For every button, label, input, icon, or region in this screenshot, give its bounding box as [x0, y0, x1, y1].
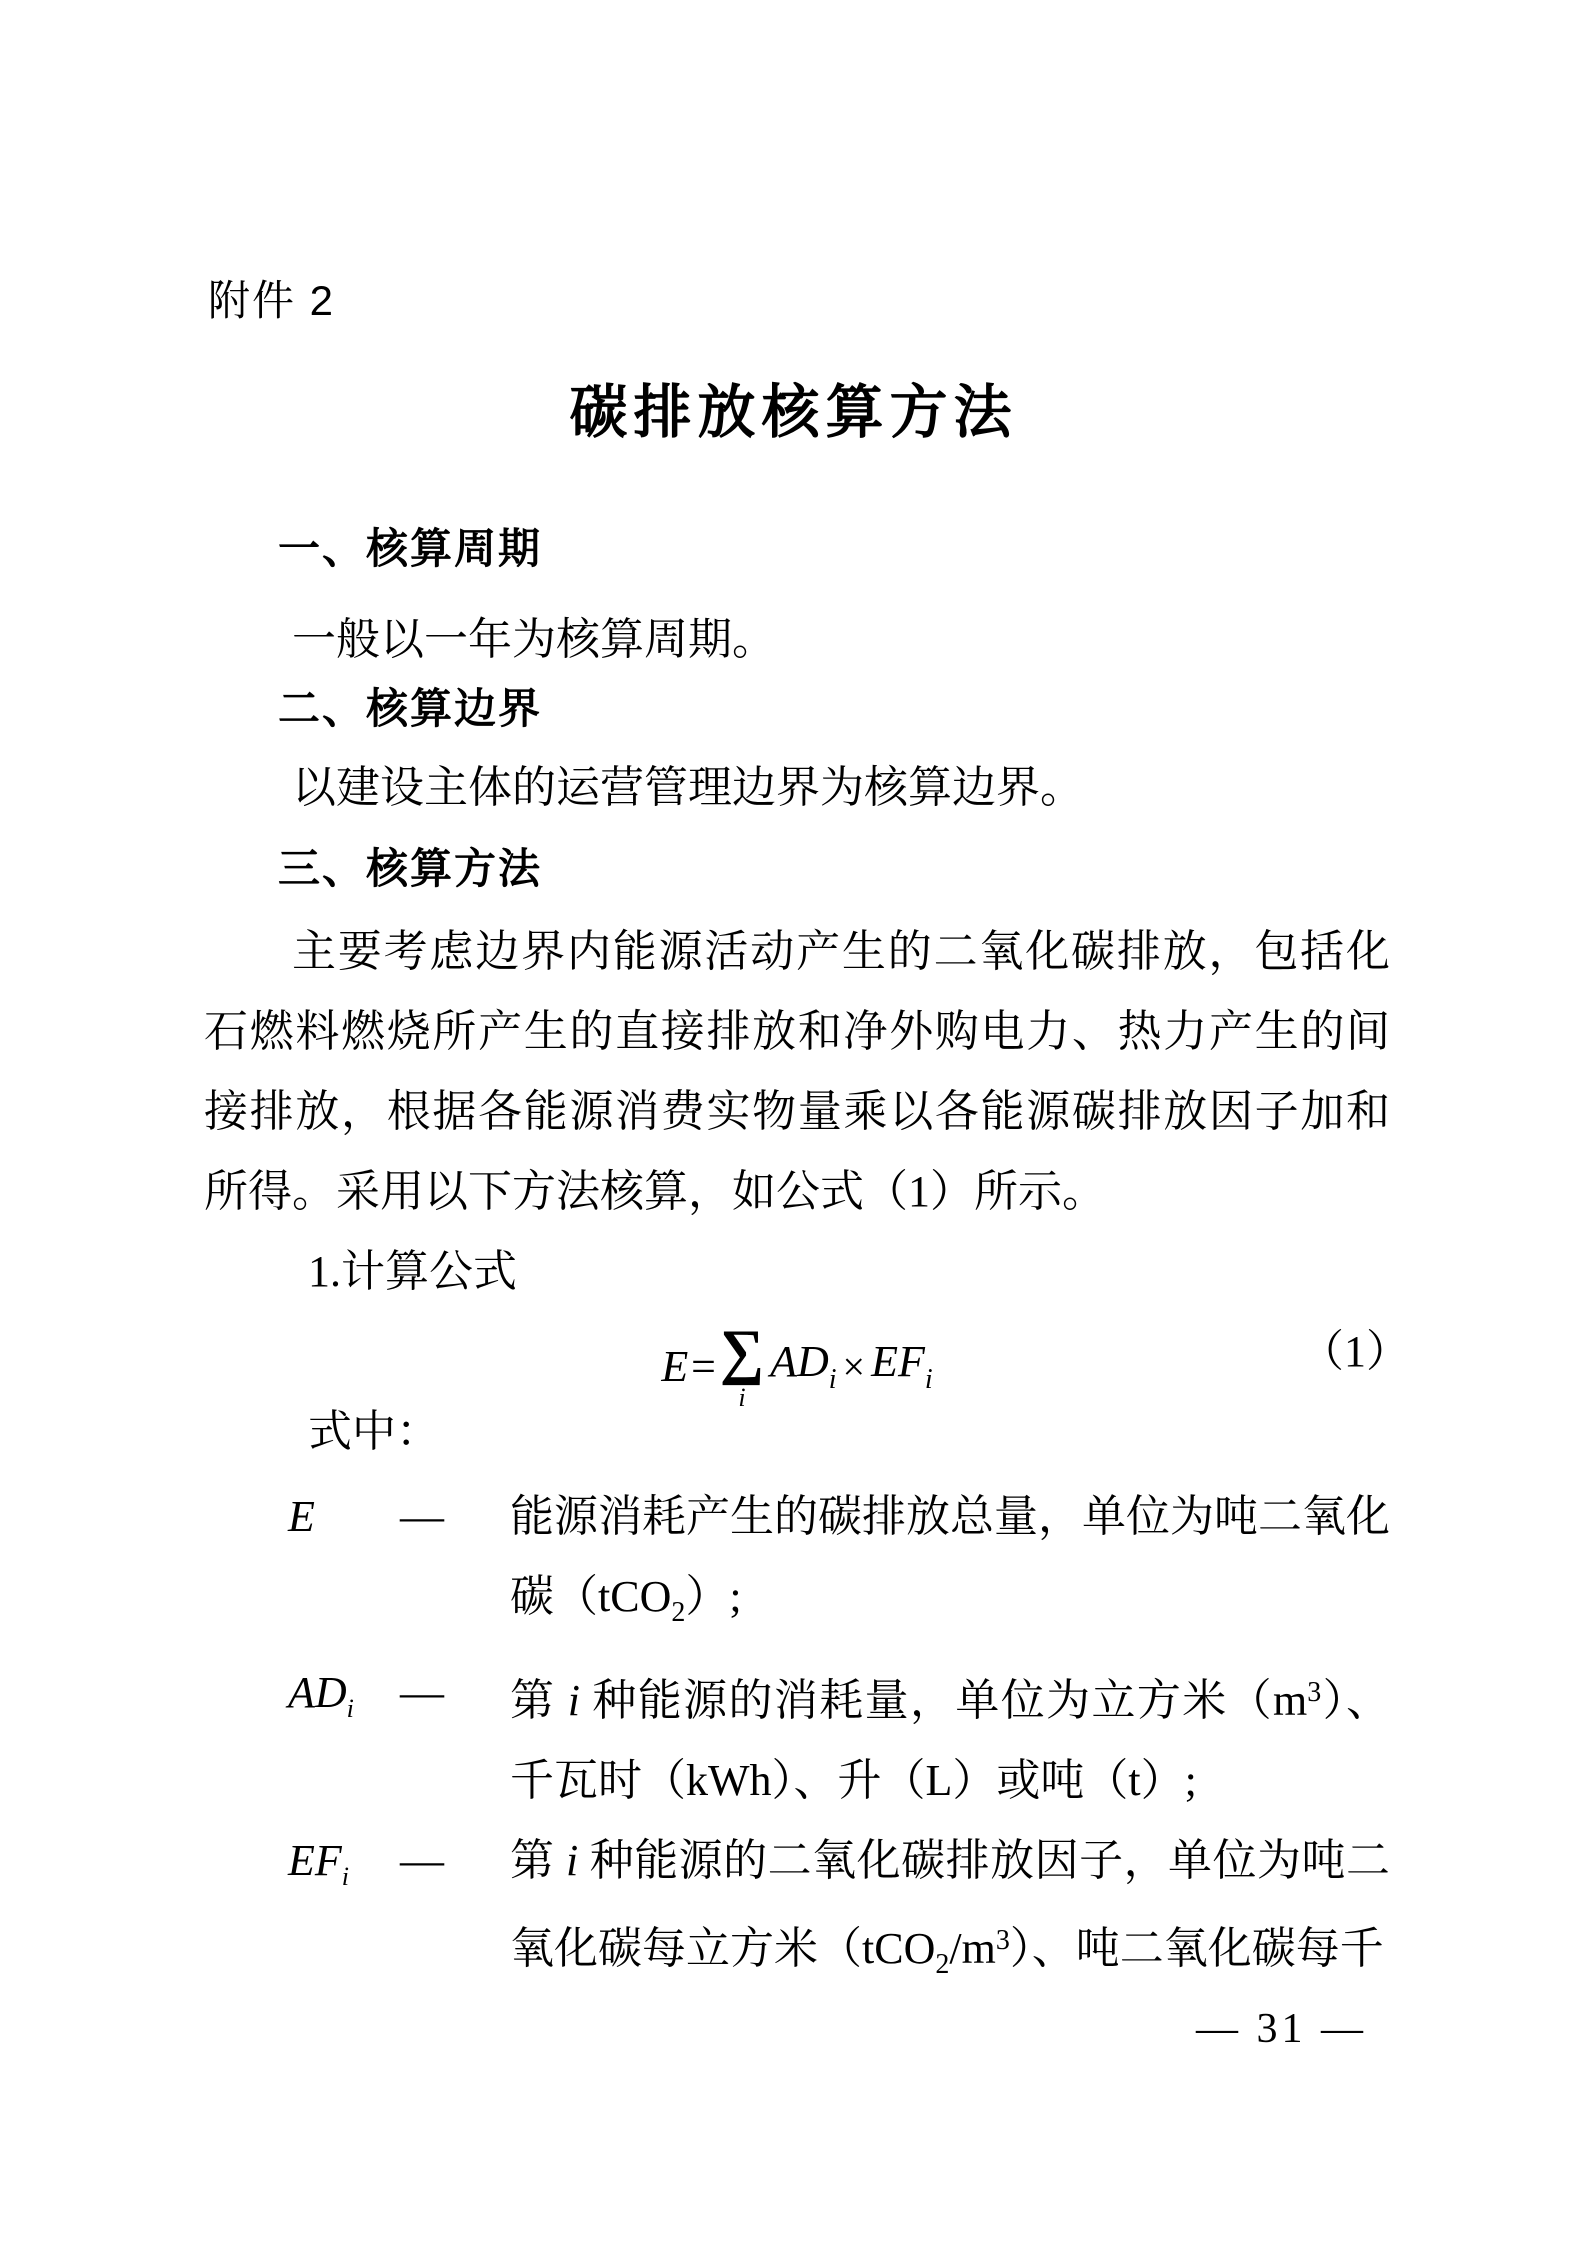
- definition-dash: —: [400, 1836, 444, 1885]
- formula-term-ad: $AD_i$: [770, 1336, 837, 1395]
- section-heading-accounting-boundary: 二、核算边界: [278, 685, 543, 732]
- definition-row-e: [204, 1477, 1390, 1653]
- symbol-e: E: [288, 1492, 315, 1541]
- paragraph-accounting-period: 一般以一年为核算周期。: [292, 615, 776, 664]
- definition-row-ad: [204, 1653, 1390, 1821]
- definition-dash: —: [400, 1668, 444, 1717]
- symbol-ad: $AD_i$: [288, 1668, 354, 1723]
- page-number: — 31 —: [1196, 2006, 1367, 2052]
- formula-number: （1）: [1300, 1327, 1410, 1376]
- definition-dash: —: [400, 1492, 444, 1541]
- definition-text-ad: 第 i 种能源的消耗量，单位为立方米$(m^3)$、千瓦时（kWh）、升（L）或吨（t）;: [510, 1676, 1391, 1805]
- formula-term-ef: $EF_i$: [871, 1336, 933, 1395]
- formula-lhs: E=: [661, 1341, 718, 1391]
- symbol-ef: $EF_i$: [288, 1836, 349, 1891]
- definition-row-ef: [204, 1821, 1390, 2005]
- section-heading-accounting-method: 三、核算方法: [278, 845, 543, 892]
- paragraph-accounting-boundary: 以建设主体的运营管理边界为核算边界。: [292, 763, 1084, 812]
- attachment-label: 附件 2: [208, 277, 336, 324]
- symbol-definitions: [204, 1477, 1390, 2005]
- sigma-icon: ∑: [719, 1317, 765, 1386]
- paragraph-accounting-method: 主要考虑边界内能源活动产生的二氧化碳排放，包括化石燃料燃烧所产生的直接排放和净外购电力、热力产生的间接排放，根据各能源消费实物量乘以各能源碳排放因子加和所得。采用以下方法核算，如公式（1）所示。: [204, 927, 1390, 1216]
- definition-text-ef: 第 i 种能源的二氧化碳排放因子，单位为吨二氧化碳每立方米$(tCO_2/m^3)$、吨二氧化碳每千: [510, 1836, 1391, 1980]
- formula-label: 1.计算公式: [308, 1247, 517, 1296]
- where-label: 式中：: [308, 1407, 440, 1456]
- definition-text-e: 能源消耗产生的碳排放总量，单位为吨二氧化碳（tCO$_2$）;: [510, 1492, 1390, 1628]
- document-title: 碳排放核算方法: [569, 380, 1018, 445]
- multiply-sign: ×: [842, 1343, 866, 1389]
- sigma-index: i: [738, 1383, 746, 1413]
- section-heading-accounting-period: 一、核算周期: [278, 525, 543, 572]
